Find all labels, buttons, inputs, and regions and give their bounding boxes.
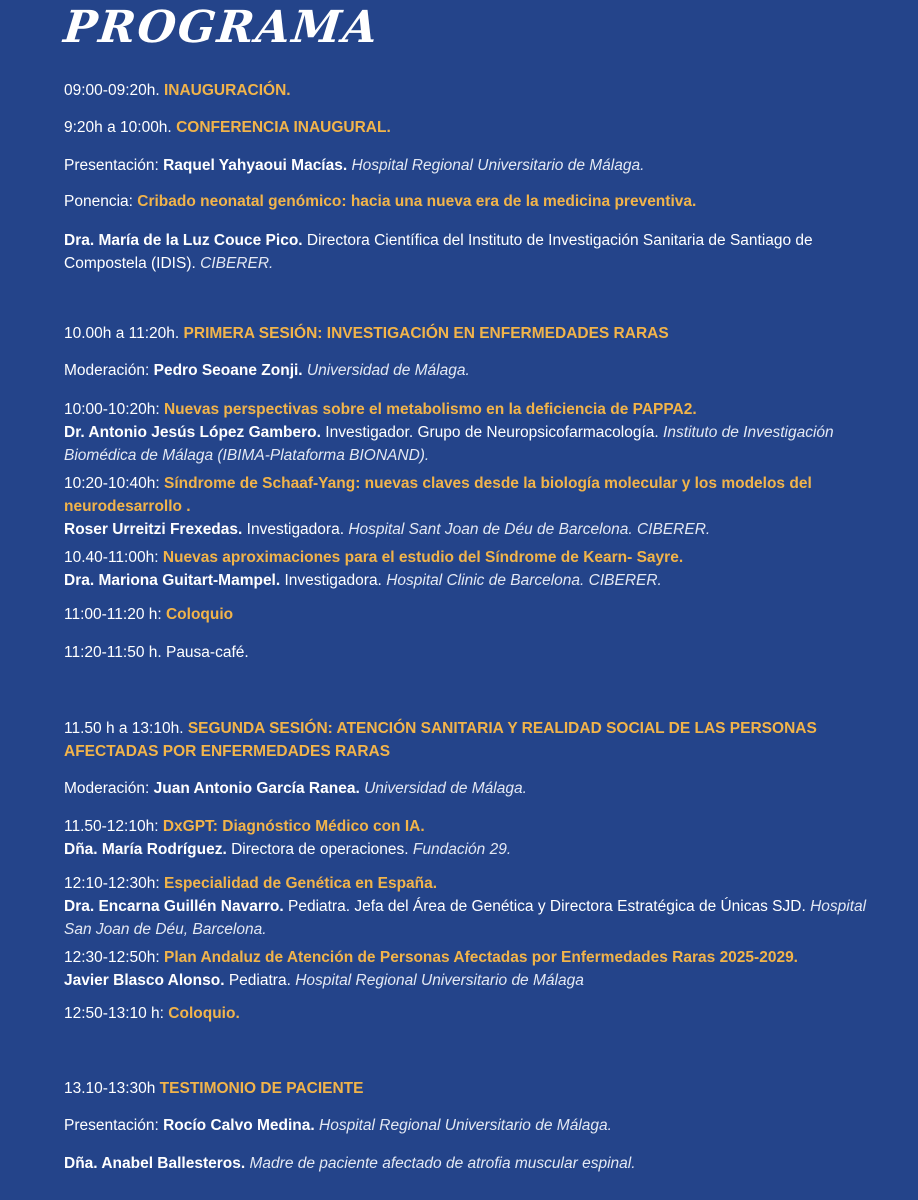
label: Moderación: (64, 780, 150, 797)
speaker-line (64, 229, 884, 275)
session-2-header (64, 717, 884, 763)
session-3-presenter (64, 1114, 884, 1137)
person-name: Rocío Calvo Medina. (163, 1117, 315, 1134)
session-1-talk-1 (64, 398, 884, 467)
person-name: Javier Blasco Alonso. (64, 972, 225, 989)
label: Ponencia: (64, 193, 133, 210)
institution: Fundación 29. (412, 841, 512, 858)
session-1-talk-3 (64, 546, 884, 592)
person-name: Roser Urreitzi Frexedas. (64, 521, 243, 538)
event-title: CONFERENCIA INAUGURAL. (176, 119, 391, 136)
time: 11:00-11:20 h: (64, 606, 162, 623)
description: Madre de paciente afectado de atrofia muscular espinal. (249, 1155, 636, 1172)
time: 10:00-10:20h: (64, 401, 160, 418)
session-3-patient (64, 1152, 884, 1175)
person-name: Raquel Yahyaoui Macías. (163, 157, 348, 174)
time: 10.00h a 11:20h. (64, 325, 180, 342)
person-name: Dr. Antonio Jesús López Gambero. (64, 424, 321, 441)
time: 09:00-09:20h. (64, 82, 160, 99)
talk-title: Nuevas perspectivas sobre el metabolismo en la deficiencia de PAPPA2. (163, 401, 697, 418)
person-name: Juan Antonio García Ranea. (153, 780, 360, 797)
session-1-discussion (64, 603, 884, 626)
time: 12:30-12:50h: (64, 949, 160, 966)
institution: Hospital San Joan de Déu, Barcelona. (64, 898, 867, 938)
time: 10:20-10:40h: (64, 475, 160, 492)
person-name: Dra. María de la Luz Couce Pico. (64, 232, 303, 249)
role: Directora de operaciones. (231, 841, 409, 858)
role: Investigadora. (284, 572, 382, 589)
institution: Instituto de Investigación Biomédica de Málaga (IBIMA-Plataforma BIONAND). (64, 424, 834, 464)
role: Directora Científica del Instituto de Investigación Sanitaria de Santiago de Compostela (IDIS). (64, 232, 813, 272)
role: Investigador. Grupo de Neuropsicofarmacología. (325, 424, 659, 441)
person-name: Pedro Seoane Zonji. (153, 362, 303, 379)
talk-title: DxGPT: Diagnóstico Médico con IA. (162, 818, 425, 835)
presenter-line (64, 154, 884, 177)
session-1-talk-2 (64, 472, 884, 541)
time: 9:20h a 10:00h. (64, 119, 172, 136)
time: 13.10-13:30h (64, 1080, 156, 1097)
talk-title: Síndrome de Schaaf-Yang: nuevas claves desde la biología molecular y los modelos del neurodesarrollo . (64, 475, 812, 515)
session-2-talk-3 (64, 946, 884, 992)
time: 12:10-12:30h: (64, 875, 160, 892)
label: Moderación: (64, 362, 150, 379)
session-title: SEGUNDA SESIÓN: ATENCIÓN SANITARIA Y REALIDAD SOCIAL DE LAS PERSONAS AFECTADAS POR ENFERMEDADES RARAS (64, 720, 817, 760)
person-name: Dra. Mariona Guitart-Mampel. (64, 572, 281, 589)
institution: Hospital Regional Universitario de Málaga. (319, 1117, 612, 1134)
time: 12:50-13:10 h: (64, 1005, 164, 1022)
institution: Hospital Regional Universitario de Málaga. (351, 157, 645, 174)
institution: Universidad de Málaga. (306, 362, 470, 379)
talk-title: Cribado neonatal genómico: hacia una nueva era de la medicina preventiva. (137, 193, 697, 210)
role: Investigadora. (246, 521, 345, 538)
session-3-header (64, 1077, 884, 1100)
time: 10.40-11:00h: (64, 549, 159, 566)
talk-title: Especialidad de Genética en España. (163, 875, 438, 892)
time: 11.50-12:10h: (64, 818, 159, 835)
talk-title: Plan Andaluz de Atención de Personas Afectadas por Enfermedades Raras 2025-2029. (163, 949, 798, 966)
event-title: Coloquio. (168, 1005, 240, 1022)
session-2-talk-2 (64, 872, 884, 941)
institution: Hospital Clinic de Barcelona. CIBERER. (386, 572, 662, 589)
session-2-talk-1 (64, 815, 884, 861)
talk-line (64, 190, 884, 213)
institution: Hospital Regional Universitario de Málaga (295, 972, 584, 989)
session-1-header (64, 322, 884, 345)
page-title: PROGRAMA (61, 2, 382, 53)
label: Presentación: (64, 1117, 159, 1134)
session-2-discussion (64, 1002, 884, 1025)
person-name: Dña. Anabel Ballesteros. (64, 1155, 246, 1172)
session-title: TESTIMONIO DE PACIENTE (159, 1080, 364, 1097)
event-title: Coloquio (165, 606, 234, 623)
keynote-item (64, 116, 884, 139)
role: Pediatra. Jefa del Área de Genética y Directora Estratégica de Únicas SJD. (287, 898, 806, 915)
role: Pediatra. (228, 972, 291, 989)
session-1-moderator (64, 359, 884, 382)
session-2-moderator (64, 777, 884, 800)
event-title: INAUGURACIÓN. (163, 82, 291, 99)
coffee-break (64, 641, 884, 664)
person-name: Dra. Encarna Guillén Navarro. (64, 898, 284, 915)
institution: Universidad de Málaga. (364, 780, 527, 797)
institution: Hospital Sant Joan de Déu de Barcelona. CIBERER. (348, 521, 711, 538)
time: 11.50 h a 13:10h. (64, 720, 184, 737)
session-title: PRIMERA SESIÓN: INVESTIGACIÓN EN ENFERMEDADES RARAS (183, 325, 669, 342)
talk-title: Nuevas aproximaciones para el estudio del Síndrome de Kearn- Sayre. (162, 549, 684, 566)
person-name: Dña. María Rodríguez. (64, 841, 227, 858)
opening-item (64, 79, 884, 102)
institution: CIBERER. (200, 255, 274, 272)
break-text: 11:20-11:50 h. Pausa-café. (64, 644, 249, 661)
label: Presentación: (64, 157, 159, 174)
